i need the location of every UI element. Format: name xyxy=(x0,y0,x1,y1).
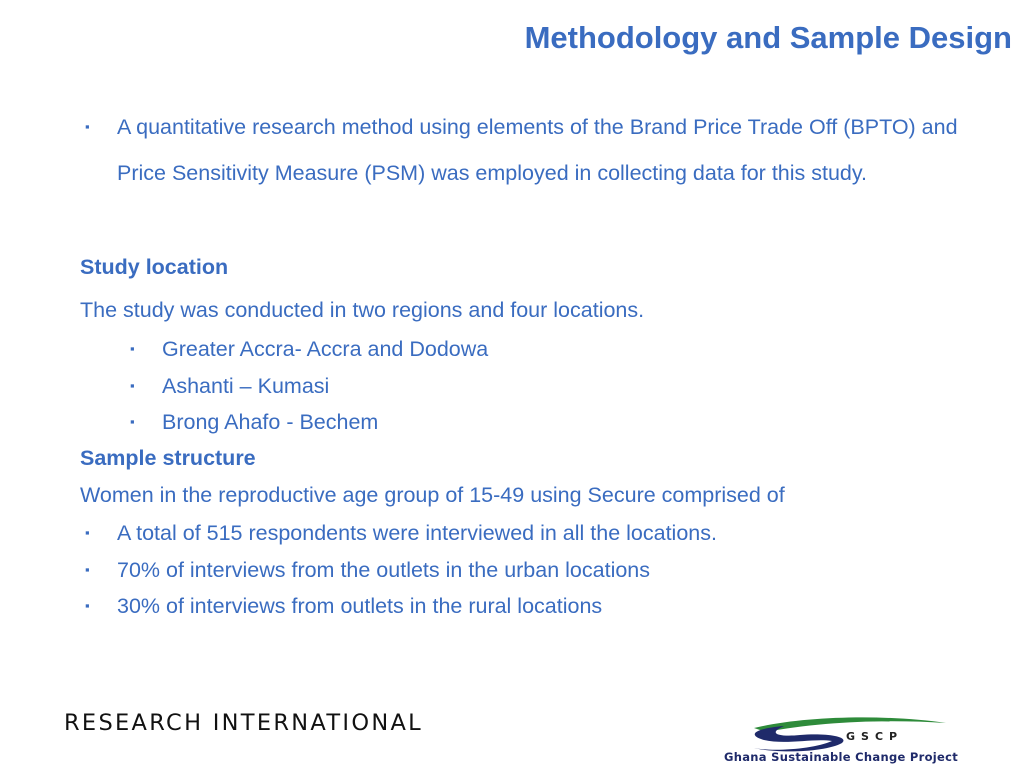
location-list xyxy=(130,331,488,441)
gscp-acronym: GSCP xyxy=(846,730,904,743)
sample-structure-heading: Sample structure xyxy=(80,446,256,470)
sample-item-text: 70% of interviews from the outlets in the urban locations xyxy=(117,557,651,582)
square-bullet-icon: ▪ xyxy=(85,561,90,577)
intro-bullet-text: A quantitative research method using elements of the Brand Price Trade Off (BPTO) and Price Sensitivity Measure (PSM) was employed in collecting data for this study. xyxy=(117,115,958,185)
gscp-logo xyxy=(714,714,1024,768)
list-item xyxy=(130,404,488,441)
slide-title: Methodology and Sample Design xyxy=(524,20,1012,55)
intro-bullet xyxy=(85,104,965,196)
square-bullet-icon: ▪ xyxy=(130,341,135,356)
study-location-text: The study was conducted in two regions and four locations. xyxy=(80,298,645,322)
square-bullet-icon: ▪ xyxy=(85,598,90,614)
square-bullet-icon: ▪ xyxy=(85,119,90,134)
research-international-logo: RESEARCH INTERNATIONAL xyxy=(64,710,424,736)
intro-list xyxy=(85,104,965,196)
list-item xyxy=(85,552,717,589)
sample-item-text: A total of 515 respondents were interviewed in all the locations. xyxy=(117,521,717,545)
gscp-subtitle: Ghana Sustainable Change Project xyxy=(724,750,959,764)
square-bullet-icon: ▪ xyxy=(85,525,90,540)
square-bullet-icon: ▪ xyxy=(130,414,135,430)
study-location-heading: Study location xyxy=(80,255,229,279)
list-item xyxy=(130,331,488,368)
list-item xyxy=(85,515,717,552)
location-item-text: Ashanti – Kumasi xyxy=(162,373,330,398)
location-item-text: Brong Ahafo - Bechem xyxy=(162,410,379,435)
square-bullet-icon: ▪ xyxy=(130,377,135,393)
sample-structure-text: Women in the reproductive age group of 15-49 using Secure comprised of xyxy=(80,483,785,507)
list-item xyxy=(85,588,717,625)
sample-item-text: 30% of interviews from outlets in the rural locations xyxy=(117,594,603,619)
list-item xyxy=(130,368,488,405)
sample-list xyxy=(85,515,717,625)
location-item-text: Greater Accra- Accra and Dodowa xyxy=(162,337,489,361)
